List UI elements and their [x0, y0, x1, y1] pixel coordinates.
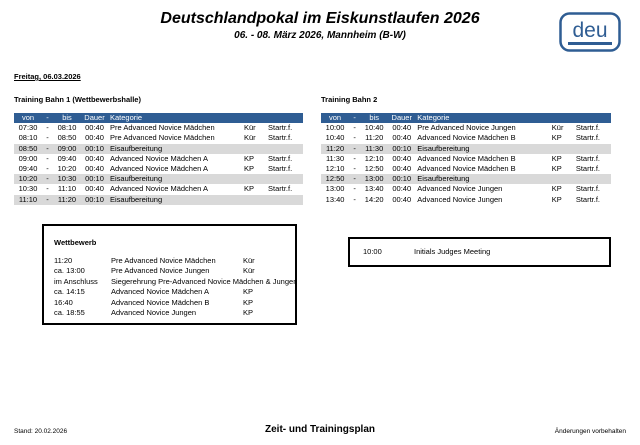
cell-dauer: 00:40 — [392, 194, 412, 204]
table-row — [14, 133, 303, 143]
page-title: Deutschlandpokal im Eiskunstlaufen 2026 — [160, 10, 480, 27]
column-header: von — [321, 113, 349, 123]
cell-von: 12:50 — [321, 174, 349, 184]
wettbewerb-category: Pre Advanced Novice Mädchen — [111, 256, 216, 265]
cell-bis: 10:30 — [53, 174, 81, 184]
cell-von: 11:30 — [325, 153, 345, 163]
cell-bis: 11:20 — [365, 133, 384, 143]
table-row — [14, 164, 303, 174]
cell-dauer: 00:10 — [388, 144, 415, 154]
cell-bis: 12:10 — [364, 153, 384, 163]
table-row — [14, 195, 303, 205]
cell-bis: 12:50 — [364, 164, 384, 174]
cell-sep: - — [46, 153, 49, 163]
cell-typ: Startr.f. — [575, 164, 601, 174]
cell-von: 10:00 — [325, 123, 345, 133]
table-row — [321, 184, 611, 194]
cell-kategorie: Advanced Novice Mädchen A — [110, 184, 208, 194]
cell-sep: - — [353, 123, 356, 133]
cell-von: 09:00 — [18, 153, 38, 163]
cell-typ: Startr.f. — [268, 123, 293, 133]
column-header: von — [14, 113, 42, 123]
cell-kategorie: Advanced Novice Jungen — [417, 184, 503, 194]
column-header: Kategorie — [108, 113, 244, 123]
wettbewerb-time: 16:40 — [54, 297, 73, 307]
cell-bis: 10:40 — [364, 123, 384, 133]
table-header-row — [14, 113, 303, 123]
wettbewerb-category: Advanced Novice Mädchen A — [111, 287, 209, 297]
cell-seg: KP — [551, 194, 562, 204]
cell-bis: 10:20 — [57, 164, 77, 174]
cell-bis: 08:50 — [57, 133, 77, 143]
deu-logo — [559, 12, 621, 52]
cell-typ — [268, 144, 303, 154]
cell-sep: - — [46, 164, 49, 174]
meeting-time: 10:00 — [363, 247, 382, 256]
cell-sep: - — [353, 164, 356, 174]
column-header: Dauer — [388, 113, 415, 123]
cell-seg: KP — [551, 164, 562, 174]
table-row — [321, 154, 611, 164]
wettbewerb-seg: KP — [243, 287, 254, 297]
wettbewerb-time: ca. 18:55 — [54, 308, 85, 317]
cell-seg: KP — [551, 133, 562, 143]
cell-bis: 11:20 — [53, 195, 81, 205]
column-header: - — [349, 113, 360, 123]
cell-sep: - — [46, 123, 49, 133]
cell-seg: KP — [244, 164, 255, 174]
cell-bis: 13:00 — [360, 174, 388, 184]
table-row — [14, 174, 303, 184]
wettbewerb-seg: Kür — [243, 256, 255, 265]
cell-dauer: 00:40 — [85, 164, 104, 174]
cell-kategorie: Advanced Novice Mädchen B — [417, 153, 516, 163]
cell-von: 11:10 — [14, 195, 42, 205]
wettbewerb-seg: KP — [243, 308, 254, 317]
training-bahn2-table — [321, 113, 611, 205]
cell-bis: 11:10 — [57, 184, 77, 194]
cell-kategorie: Advanced Novice Mädchen A — [110, 153, 208, 163]
column-header: Kategorie — [415, 113, 551, 123]
column-header — [268, 113, 303, 123]
cell-bis: 14:20 — [364, 194, 384, 204]
cell-kategorie: Advanced Novice Mädchen B — [417, 164, 516, 174]
wettbewerb-time: ca. 13:00 — [54, 266, 85, 276]
table-row — [321, 164, 611, 174]
table-row — [14, 154, 303, 164]
wettbewerb-seg: Kür — [243, 266, 255, 276]
cell-sep: - — [42, 144, 53, 154]
cell-seg: Kür — [244, 123, 256, 133]
cell-seg: KP — [244, 184, 255, 194]
cell-dauer: 00:40 — [392, 164, 412, 174]
cell-kategorie: Pre Advanced Novice Jungen — [417, 123, 516, 133]
column-header: Dauer — [81, 113, 108, 123]
cell-typ: Startr.f. — [268, 133, 293, 143]
wettbewerb-category: Advanced Novice Mädchen B — [111, 297, 210, 307]
cell-sep: - — [42, 174, 53, 184]
wettbewerb-time: 11:20 — [54, 256, 73, 265]
cell-dauer: 00:40 — [85, 184, 104, 194]
wettbewerb-time: ca. 14:15 — [54, 287, 85, 297]
training-bahn2-title: Training Bahn 2 — [321, 95, 378, 104]
cell-sep: - — [353, 194, 356, 204]
cell-sep: - — [353, 184, 356, 194]
cell-kategorie: Eisaufbereitung — [415, 144, 551, 154]
cell-seg — [552, 174, 576, 184]
cell-sep: - — [349, 144, 360, 154]
cell-von: 10:40 — [325, 133, 345, 143]
wettbewerb-category: Advanced Novice Jungen — [111, 308, 197, 317]
table-row — [14, 144, 303, 154]
training-bahn1-title: Training Bahn 1 (Wettbewerbshalle) — [14, 95, 141, 104]
cell-sep: - — [353, 153, 356, 163]
cell-dauer: 00:10 — [81, 195, 108, 205]
cell-dauer: 00:40 — [392, 184, 412, 194]
cell-von: 11:20 — [321, 144, 349, 154]
cell-kategorie: Eisaufbereitung — [108, 174, 244, 184]
cell-kategorie: Advanced Novice Jungen — [417, 194, 503, 204]
footer-stand: Stand: 20.02.2026 — [14, 428, 68, 435]
cell-typ: Startr.f. — [575, 194, 601, 204]
cell-dauer: 00:40 — [392, 133, 412, 143]
cell-typ — [268, 195, 303, 205]
column-header — [244, 113, 268, 123]
cell-seg — [552, 144, 576, 154]
cell-sep: - — [349, 174, 360, 184]
table-row — [321, 195, 611, 205]
cell-von: 12:10 — [325, 164, 345, 174]
column-header: bis — [360, 113, 388, 123]
cell-kategorie: Eisaufbereitung — [108, 195, 244, 205]
cell-bis: 11:30 — [360, 144, 388, 154]
cell-dauer: 00:40 — [392, 153, 412, 163]
cell-seg — [244, 195, 268, 205]
cell-bis: 13:40 — [364, 184, 384, 194]
footer-disclaimer: Änderungen vorbehalten — [554, 428, 626, 435]
cell-sep: - — [42, 195, 53, 205]
cell-bis: 09:00 — [53, 144, 81, 154]
wettbewerb-category: Pre Advanced Novice Jungen — [111, 266, 210, 276]
cell-kategorie: Advanced Novice Mädchen B — [417, 133, 516, 143]
table-row — [321, 133, 611, 143]
wettbewerb-category: Siegerehrung Pre-Advanced Novice Mädchen & Jungen — [111, 276, 298, 286]
cell-seg: KP — [551, 153, 562, 163]
wettbewerb-time: im Anschluss — [54, 276, 98, 286]
cell-dauer: 00:40 — [85, 133, 104, 143]
cell-von: 13:40 — [325, 194, 345, 204]
cell-dauer: 00:10 — [81, 174, 108, 184]
cell-von: 07:30 — [18, 123, 38, 133]
cell-typ: Startr.f. — [575, 133, 601, 143]
cell-bis: 08:10 — [57, 123, 77, 133]
cell-dauer: 00:40 — [85, 123, 104, 133]
cell-dauer: 00:10 — [388, 174, 415, 184]
cell-typ: Startr.f. — [268, 184, 293, 194]
page-subtitle: 06. - 08. März 2026, Mannheim (B-W) — [234, 30, 406, 41]
table-row — [321, 144, 611, 154]
cell-dauer: 00:40 — [392, 123, 412, 133]
cell-seg: Kür — [244, 133, 256, 143]
footer-title: Zeit- und Trainingsplan — [265, 424, 375, 435]
cell-seg — [244, 174, 268, 184]
table-row — [14, 184, 303, 194]
cell-typ: Startr.f. — [268, 164, 293, 174]
cell-typ — [576, 174, 611, 184]
cell-von: 13:00 — [325, 184, 345, 194]
table-header-row — [321, 113, 611, 123]
cell-typ — [268, 174, 303, 184]
cell-typ: Startr.f. — [575, 153, 601, 163]
wettbewerb-title: Wettbewerb — [54, 238, 97, 247]
cell-seg — [244, 144, 268, 154]
cell-seg: KP — [244, 153, 255, 163]
cell-sep: - — [46, 184, 49, 194]
cell-seg: KP — [551, 184, 562, 194]
cell-dauer: 00:40 — [85, 153, 104, 163]
cell-von: 10:30 — [18, 184, 38, 194]
cell-typ — [576, 144, 611, 154]
cell-dauer: 00:10 — [81, 144, 108, 154]
column-header — [576, 113, 611, 123]
cell-kategorie: Eisaufbereitung — [108, 144, 244, 154]
table-row — [321, 123, 611, 133]
table-row — [321, 174, 611, 184]
cell-kategorie: Pre Advanced Novice Mädchen — [110, 123, 215, 133]
cell-von: 08:50 — [14, 144, 42, 154]
table-row — [14, 123, 303, 133]
logo-text: deu — [572, 19, 608, 42]
meeting-text: Initials Judges Meeting — [414, 247, 491, 256]
cell-kategorie: Eisaufbereitung — [415, 174, 551, 184]
cell-sep: - — [353, 133, 356, 143]
cell-typ: Startr.f. — [575, 123, 601, 133]
cell-von: 09:40 — [18, 164, 38, 174]
wettbewerb-seg: KP — [243, 297, 254, 307]
day-label: Freitag, 06.03.2026 — [14, 72, 81, 81]
column-header: bis — [53, 113, 81, 123]
cell-von: 10:20 — [14, 174, 42, 184]
cell-seg: Kür — [551, 123, 564, 133]
training-bahn1-table — [14, 113, 303, 205]
cell-bis: 09:40 — [57, 153, 77, 163]
cell-typ: Startr.f. — [268, 153, 293, 163]
cell-kategorie: Pre Advanced Novice Mädchen — [110, 133, 215, 143]
column-header: - — [42, 113, 53, 123]
cell-von: 08:10 — [18, 133, 38, 143]
cell-kategorie: Advanced Novice Mädchen A — [110, 164, 208, 174]
cell-typ: Startr.f. — [575, 184, 601, 194]
column-header — [552, 113, 576, 123]
cell-sep: - — [46, 133, 49, 143]
